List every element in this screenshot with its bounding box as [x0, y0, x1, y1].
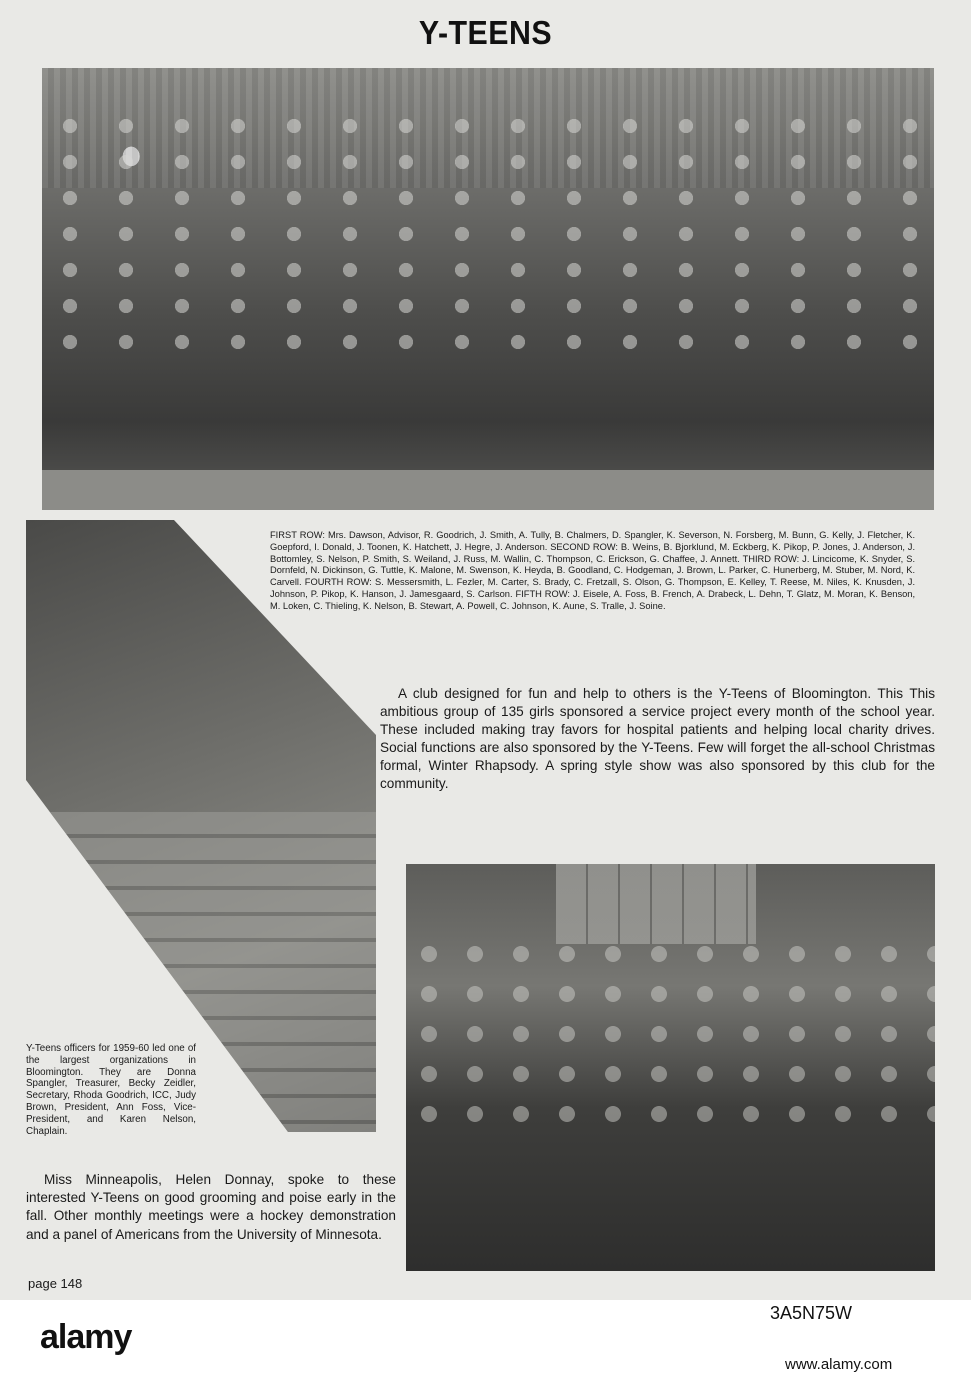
meeting-photo — [406, 864, 935, 1271]
names-caption: FIRST ROW: Mrs. Dawson, Advisor, R. Goodrich, J. Smith, A. Tully, B. Chalmers, D. Spangler, K. Severson, N. Forsberg, M. Bunn, G. Kelly, J. Fletcher, K. Goepford, I. Donald, J. Toonen, K. Hatchett, J. Hegre, J. Anderson. SECOND ROW: B. Weins, B. Bjorklund, M. Eckberg, K. Pikop, P. Jones, J. Anderson, J. Bottomley, S. Nelson, P. Smith, S. Weiland, J. Russ, M. Wallin, C. Thompson, C. Erickson, G. Chaffee, J. Annett. THIRD ROW: J. Lincicome, K. Snyder, S. Dornfeld, N. Dickinson, G. Tuttle, K. Malone, M. Swenson, K. Heyda, B. Goodland, C. Hodgeman, J. Brown, L. Parker, C. Hunerberg, M. Stuber, M. Nord, K. Carvell. FOURTH ROW: S. Messersmith, L. Fezler, M. Carter, S. Brady, C. Fretzall, S. Olson, G. Thompson, E. Kelley, T. Reese, M. Niles, K. Knusden, J. Johnson, P. Pikop, K. Hanson, J. Jamesgaard, S. Carlson. FIFTH ROW: J. Eisele, A. Foss, B. French, A. Drabeck, L. Dehn, T. Glatz, M. Moran, K. Benson, M. Loken, C. Thieling, K. Nelson, B. Stewart, A. Powell, C. Johnson, K. Aune, S. Tralle, J. Soine. — [270, 530, 916, 612]
group-faces — [42, 108, 934, 368]
watermark-image-id: 3A5N75W — [770, 1303, 853, 1323]
page-number: page 148 — [28, 1276, 83, 1291]
group-photo — [42, 68, 934, 510]
club-description: A club designed for fun and help to others is the Y-Teens of Bloomington. This This ambitious group of 135 girls sponsored a service project every month of the school year. These included making tray favors for hospital patients and helping local charity drives. Social functions are also sponsored by the Y-Teens. Few will forget the all-school Christmas formal, Winter Rhapsody. A spring style show was also sponsored by this club for the community. — [380, 686, 935, 791]
audience — [406, 934, 935, 1134]
page-title: Y-TEENS — [418, 14, 553, 51]
watermark-logo: alamy — [40, 1318, 132, 1356]
officers-caption: Y-Teens officers for 1959-60 led one of the largest organizations in Bloomington. They are Donna Spangler, Treasurer, Becky Zeidler, Secretary, Rhoda Goodrich, ICC, Judy Brown, President, Ann Foss, Vice-President, and Karen Nelson, Chaplain. — [26, 1043, 196, 1137]
watermark-url: www.alamy.com — [785, 1356, 893, 1373]
stage-floor — [42, 470, 934, 510]
meeting-caption: Miss Minneapolis, Helen Donnay, spoke to these interested Y-Teens on good grooming and poise early in the fall. Other monthly meetings were a hockey demonstration and a panel of Americans from the University of Minnesota. — [26, 1172, 396, 1242]
brick-wall — [556, 864, 756, 944]
